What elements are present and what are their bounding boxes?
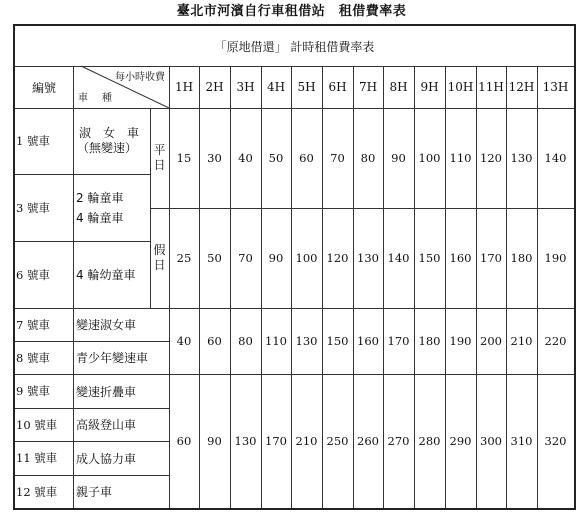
- price-cell: 140: [387, 251, 410, 265]
- price-cell: 70: [330, 151, 345, 165]
- vehicle-type: [73, 174, 150, 241]
- price-cell: 170: [265, 434, 287, 448]
- hour-header: 7H: [358, 80, 378, 94]
- table-subtitle: 「原地借還」 計時租借費率表: [214, 39, 375, 54]
- price-cell: 110: [265, 334, 287, 348]
- vehicle-type: 成人協力車: [76, 451, 137, 466]
- price-cell: 150: [326, 334, 349, 348]
- price-cell: 270: [387, 434, 410, 448]
- vehicle-code: 7 號車: [16, 317, 50, 332]
- vehicle-code: 10 號車: [16, 417, 58, 432]
- hour-header: 9H: [420, 80, 439, 94]
- price-cell: 130: [295, 334, 318, 348]
- vehicle-type: 高級登山車: [76, 418, 137, 432]
- weekday-char: 平: [153, 143, 166, 157]
- price-cell: 60: [207, 334, 222, 348]
- vehicle-type: 變速折疊車: [76, 384, 137, 399]
- vehicle-code: 3 號車: [16, 200, 50, 215]
- price-cell: 40: [238, 151, 253, 165]
- price-cell: 130: [234, 434, 257, 448]
- price-cell: 260: [357, 434, 379, 448]
- price-cell: 100: [295, 251, 318, 265]
- hour-header: 2H: [205, 80, 224, 94]
- hour-header: 8H: [389, 80, 408, 94]
- price-cell: 130: [510, 151, 533, 165]
- holiday-char: 日: [153, 258, 166, 272]
- price-cell: 40: [176, 334, 192, 348]
- vehicle-type: [73, 108, 150, 174]
- vehicle-type-line: 2 輪童車: [76, 190, 124, 205]
- price-cell: 90: [207, 434, 222, 448]
- price-cell: 320: [544, 434, 567, 448]
- hour-header: 12H: [508, 80, 535, 94]
- price-cell: 300: [480, 434, 502, 448]
- price-cell: 25: [176, 251, 192, 265]
- price-cell: 170: [387, 334, 410, 348]
- holiday-label: [150, 208, 169, 308]
- vehicle-code: 11 號車: [16, 451, 58, 465]
- price-cell: 110: [449, 151, 472, 165]
- vehicle-type-line: 4 輪童車: [76, 210, 124, 225]
- price-cell: 80: [238, 334, 253, 348]
- price-cell: 90: [391, 151, 406, 165]
- price-cell: 200: [480, 334, 502, 348]
- price-cell: 220: [544, 334, 567, 348]
- price-cell: 120: [326, 251, 349, 265]
- price-cell: 170: [480, 251, 502, 265]
- hour-header: 4H: [266, 80, 286, 94]
- holiday-char: 假: [153, 243, 166, 257]
- price-cell: 120: [480, 151, 502, 165]
- price-cell: 30: [207, 151, 222, 165]
- weekday-label: [150, 108, 169, 208]
- price-cell: 210: [510, 334, 533, 348]
- vehicle-type: 變速淑女車: [76, 318, 137, 332]
- vehicle-code: 1 號車: [16, 134, 50, 148]
- price-cell: 290: [449, 434, 472, 448]
- price-cell: 70: [238, 251, 253, 265]
- weekday-char: 日: [153, 158, 166, 172]
- hour-header: 5H: [297, 80, 316, 94]
- price-cell: 80: [360, 151, 376, 165]
- price-cell: 15: [176, 151, 192, 165]
- price-cell: 180: [510, 251, 533, 265]
- hour-header: 13H: [542, 80, 569, 94]
- hour-header: 6H: [328, 80, 347, 94]
- price-cell: 130: [357, 251, 379, 265]
- price-cell: 250: [326, 434, 349, 448]
- header-code: 編號: [31, 80, 56, 95]
- header-diag-top: 每小時收費: [115, 71, 165, 83]
- price-cell: 60: [299, 151, 314, 165]
- price-cell: 180: [418, 334, 441, 348]
- hour-header: 1H: [174, 80, 194, 94]
- vehicle-type-line: 淑 女 車: [79, 126, 140, 140]
- header-diag-bottom: 車 種: [78, 92, 114, 104]
- vehicle-code: 12 號車: [16, 484, 58, 499]
- price-cell: 50: [207, 251, 222, 265]
- price-cell: 160: [357, 334, 379, 348]
- price-cell: 100: [418, 151, 441, 165]
- vehicle-type: 青少年變速車: [76, 351, 149, 365]
- price-cell: 310: [510, 434, 533, 448]
- price-cell: 140: [544, 151, 567, 165]
- hour-header: 11H: [478, 80, 504, 94]
- rate-table: [13, 24, 576, 510]
- price-cell: 160: [449, 251, 472, 265]
- price-cell: 60: [176, 434, 192, 448]
- vehicle-code: 9 號車: [16, 384, 50, 398]
- vehicle-type: 4 輪幼童車: [76, 268, 136, 282]
- price-cell: 50: [268, 151, 284, 165]
- hour-header: 3H: [236, 80, 255, 94]
- price-cell: 90: [268, 251, 284, 265]
- vehicle-code: 8 號車: [16, 350, 50, 365]
- vehicle-code: 6 號車: [16, 267, 50, 282]
- price-cell: 190: [544, 251, 567, 265]
- vehicle-type-line: （無變速）: [77, 141, 138, 155]
- page-title: 臺北市河濱自行車租借站 租借費率表: [176, 4, 407, 19]
- vehicle-type: 親子車: [76, 485, 113, 499]
- price-cell: 280: [418, 434, 441, 448]
- price-cell: 210: [295, 434, 318, 448]
- hour-header: 10H: [447, 80, 474, 94]
- price-cell: 150: [418, 251, 441, 265]
- price-cell: 190: [449, 334, 472, 348]
